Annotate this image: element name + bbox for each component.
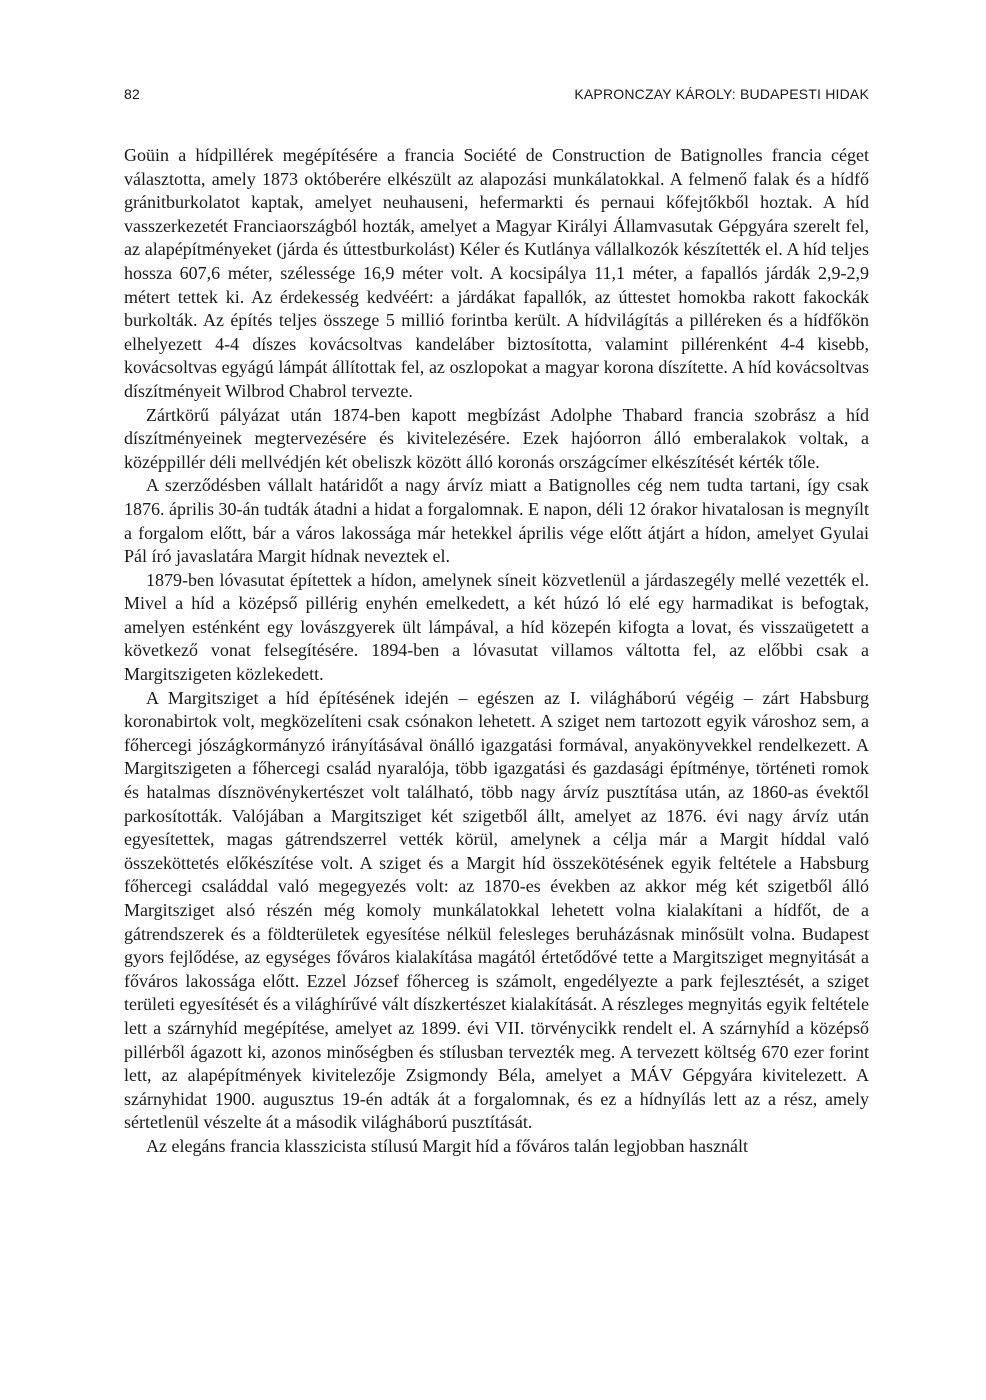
- paragraph: Az elegáns francia klasszicista stílusú Margit híd a főváros talán legjobban használt: [146, 1135, 748, 1156]
- running-title: KAPRONCZAY KÁROLY: BUDAPESTI HIDAK: [574, 86, 869, 102]
- body-text: [124, 144, 869, 1159]
- paragraph: A szerződésben vállalt határidőt a nagy árvíz miatt a Batignolles cég nem tudta tartani, így csak 1876. április 30-án tudták átadni a hidat a forgalomnak. E napon, déli 12 órakor hivatalosan is megnyílt a forgalom előtt, bár a város lakossága már hetekkel április vége előtt átjárt a hídon, amelyet Gyulai Pál író javaslatára Margit hídnak neveztek el.: [124, 475, 869, 567]
- running-header: [124, 86, 869, 106]
- paragraph: Goüin a hídpillérek megépítésére a francia Société de Construction de Batignolles francia céget választotta, amely 1873 októberére elkészült az alapozási munkálatokkal. A felmenő falak és a hídfő gránitburkolatot kaptak, amelyet neuhauseni, hefermarkti és pernaui kőfejtőkből hoztak. A híd vasszerkezetét Franciaországból hozták, amelyet a Magyar Királyi Államvasutak Gépgyára szerelt fel, az alapépítményeket (járda és úttestburkolást) Kéler és Kutlánya vállalkozók készítették el. A híd teljes hossza 607,6 méter, szélessége 16,9 méter volt. A kocsipálya 11,1 méter, a fapallós járdák 2,9-2,9 métert tettek ki. Az érdekesség kedvéért: a járdákat fapallók, az úttestet homokba rakott fakockák burkolták. Az építés teljes összege 5 millió forintba került. A hídvilágítás a pilléreken és a hídfőkön elhelyezett 4-4 díszes kovácsoltvas kandeláber biztosította, valamint pillérenként 4-4 kisebb, kovácsoltvas egyágú lámpát állítottak fel, az oszlopokat a magyar korona díszítette. A híd kovácsoltvas díszítményeit Wilbrod Chabrol tervezte.: [124, 145, 869, 401]
- page-number: 82: [124, 86, 140, 102]
- paragraph: 1879-ben lóvasutat építettek a hídon, amelynek síneit közvetlenül a járdaszegély mellé vezették el. Mivel a híd a középső pillérig enyhén emelkedett, a két húzó ló elé egy harmadikat is befogtak, amelyen esténként egy lovászgyerek ült lámpával, a híd közepén kifogta a lovat, és visszaügetett a következő vonat felsegítésére. 1894-ben a lóvasutat villamos váltotta fel, az előbbi csak a Margitszigeten közlekedett.: [124, 569, 869, 685]
- paragraph: Zártkörű pályázat után 1874-ben kapott megbízást Adolphe Thabard francia szobrász a híd díszítményeinek megtervezésére és kivitelezésére. Ezek hajóorron álló emberalakok voltak, a középpillér déli mellvédjén két obeliszk között álló koronás országcímer elkészítését kérték tőle.: [124, 404, 869, 472]
- paragraph: A Margitsziget a híd építésének idején – egészen az I. világháború végéig – zárt Habsburg koronabirtok volt, megközelíteni csak csónakon lehetett. A sziget nem tartozott egyik városhoz sem, a főhercegi jószágkormányzó irányításával önálló igazgatási formával, anyakönyvekkel rendelkezett. A Margitszigeten a főhercegi család nyaralója, több igazgatási és gazdasági építménye, történeti romok és hatalmas dísznövénykertészet volt található, több nagy árvíz pusztítása után, az 1860-as évektől parkosították. Valójában a Margitsziget két szigetből állt, amelyet az 1876. évi nagy árvíz után egyesítettek, magas gátrendszerrel vették körül, amelynek a célja már a Margit híddal való összeköttetés előkészítése volt. A sziget és a Margit híd összekötésének egyik feltétele a Habsburg főhercegi családdal való megegyezés volt: az 1870-es években az akkor még két szigetből álló Margitsziget alsó részén még komoly munkálatokkal lehetett volna kialakítani a hídfőt, de a gátrendszerek és a földterületek egyesítése nélkül felesleges beruházásnak minősült volna. Budapest gyors fejlődése, az egységes főváros kialakítása magától értetődővé tette a Margitsziget megnyitását a főváros lakossága előtt. Ezzel József főherceg is számolt, engedélyezte a park fejlesztését, a sziget területi egyesítését és a világhírűvé vált díszkertészet kialakítását. A részleges megnyitás egyik feltétele lett a szárnyhíd megépítése, amelyet az 1899. évi VII. törvénycikk rendelt el. A szárnyhíd a középső pillérből ágazott ki, azonos minőségben és stílusban tervezték meg. A tervezett költség 670 ezer forint lett, az alapépítmények kivitelezője Zsigmondy Béla, amelyet a MÁV Gépgyára kivitelezett. A szárnyhidat 1900. augusztus 19-én adták át a forgalomnak, és ez a hídnyílás lett az a rész, amely sértetlenül vészelte át a második világháború pusztítását.: [124, 687, 869, 1133]
